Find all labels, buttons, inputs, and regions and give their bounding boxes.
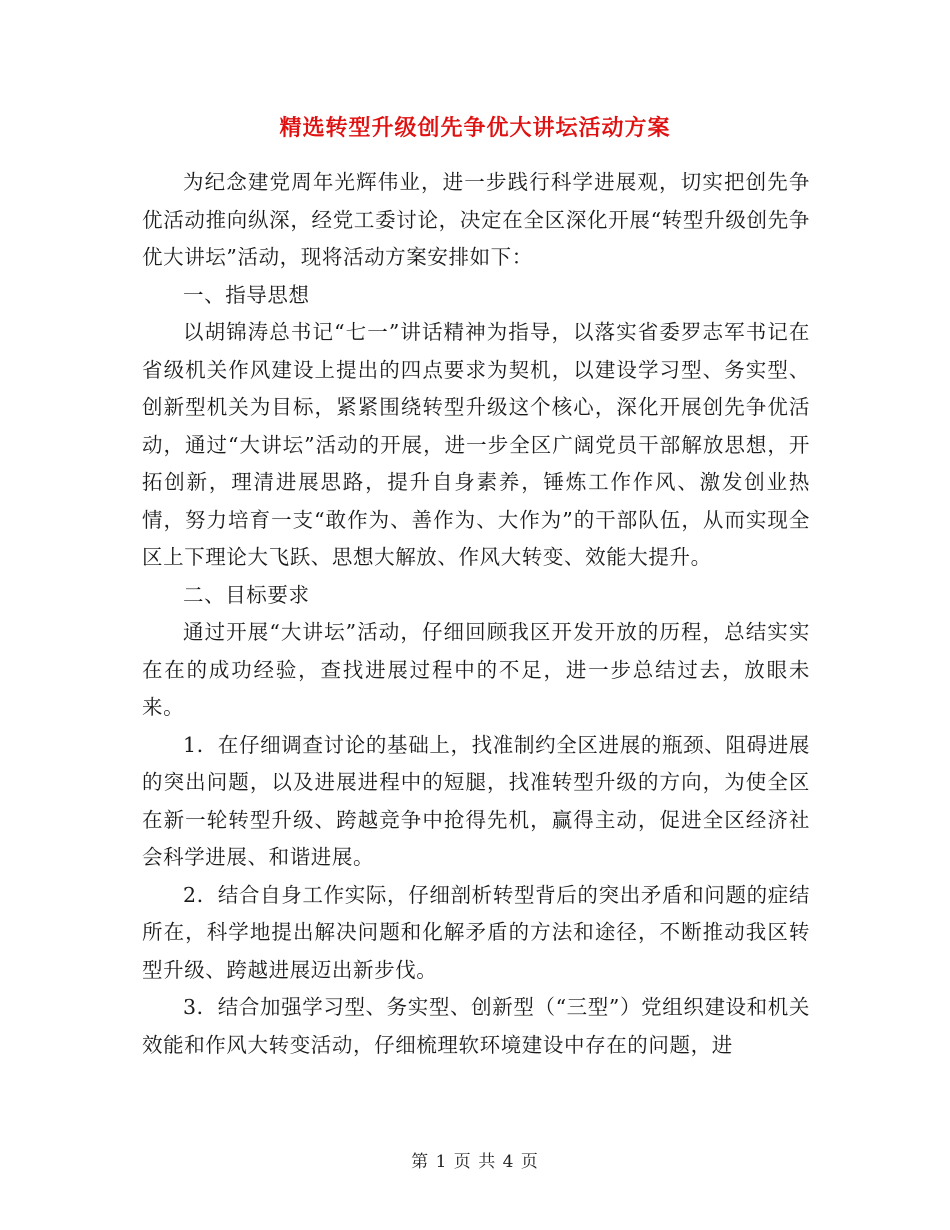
footer-suffix: 页	[520, 1152, 539, 1172]
heading-goals: 二、目标要求	[183, 582, 310, 607]
paragraph-goals: 通过开展“大讲坛”活动，仔细回顾我区开发开放的历程，总结实实在在的成功经验，查找进展过程中的不足，进一步总结过去，放眼未来。	[142, 620, 810, 719]
footer-mid: 页 共	[453, 1152, 497, 1172]
page-footer	[0, 1150, 950, 1174]
document-title: 精选转型升级创先争优大讲坛活动方案	[279, 115, 671, 141]
footer-page-current: 1	[435, 1152, 448, 1172]
paragraph-item-3: 3．结合加强学习型、务实型、创新型（“三型”）党组织建设和机关效能和作风大转变活动，仔细梳理软环境建设中存在的问题，进	[142, 995, 810, 1057]
paragraph-guiding-ideology: 以胡锦涛总书记“七一”讲话精神为指导，以落实省委罗志军书记在省级机关作风建设上提出的四点要求为契机，以建设学习型、务实型、创新型机关为目标，紧紧围绕转型升级这个核心，深化开展创先争优活动，通过“大讲坛”活动的开展，进一步全区广阔党员干部解放思想，开拓创新，理清进展思路，提升自身素养，锤炼工作作风、激发创业热情，努力培育一支“敢作为、善作为、大作为”的干部队伍，从而实现全区上下理论大飞跃、思想大解放、作风大转变、效能大提升。	[142, 320, 810, 569]
heading-guiding-ideology: 一、指导思想	[183, 282, 310, 307]
footer-prefix: 第	[411, 1152, 430, 1172]
paragraph-item-1: 1．在仔细调查讨论的基础上，找准制约全区进展的瓶颈、阻碍进展的突出问题，以及进展进程中的短腿，找准转型升级的方向，为使全区在新一轮转型升级、跨越竞争中抢得先机，赢得主动，促进全区经济社会科学进展、和谐进展。	[142, 732, 810, 869]
footer-page-total: 4	[502, 1152, 515, 1172]
paragraph-item-2: 2．结合自身工作实际，仔细剖析转型背后的突出矛盾和问题的症结所在，科学地提出解决问题和化解矛盾的方法和途径，不断推动我区转型升级、跨越进展迈出新步伐。	[142, 882, 810, 982]
paragraph-intro: 为纪念建党周年光辉伟业，进一步践行科学进展观，切实把创先争优活动推向纵深，经党工委讨论，决定在全区深化开展“转型升级创先争优大讲坛”活动，现将活动方案安排如下：	[142, 170, 810, 269]
document-body	[142, 164, 810, 1064]
